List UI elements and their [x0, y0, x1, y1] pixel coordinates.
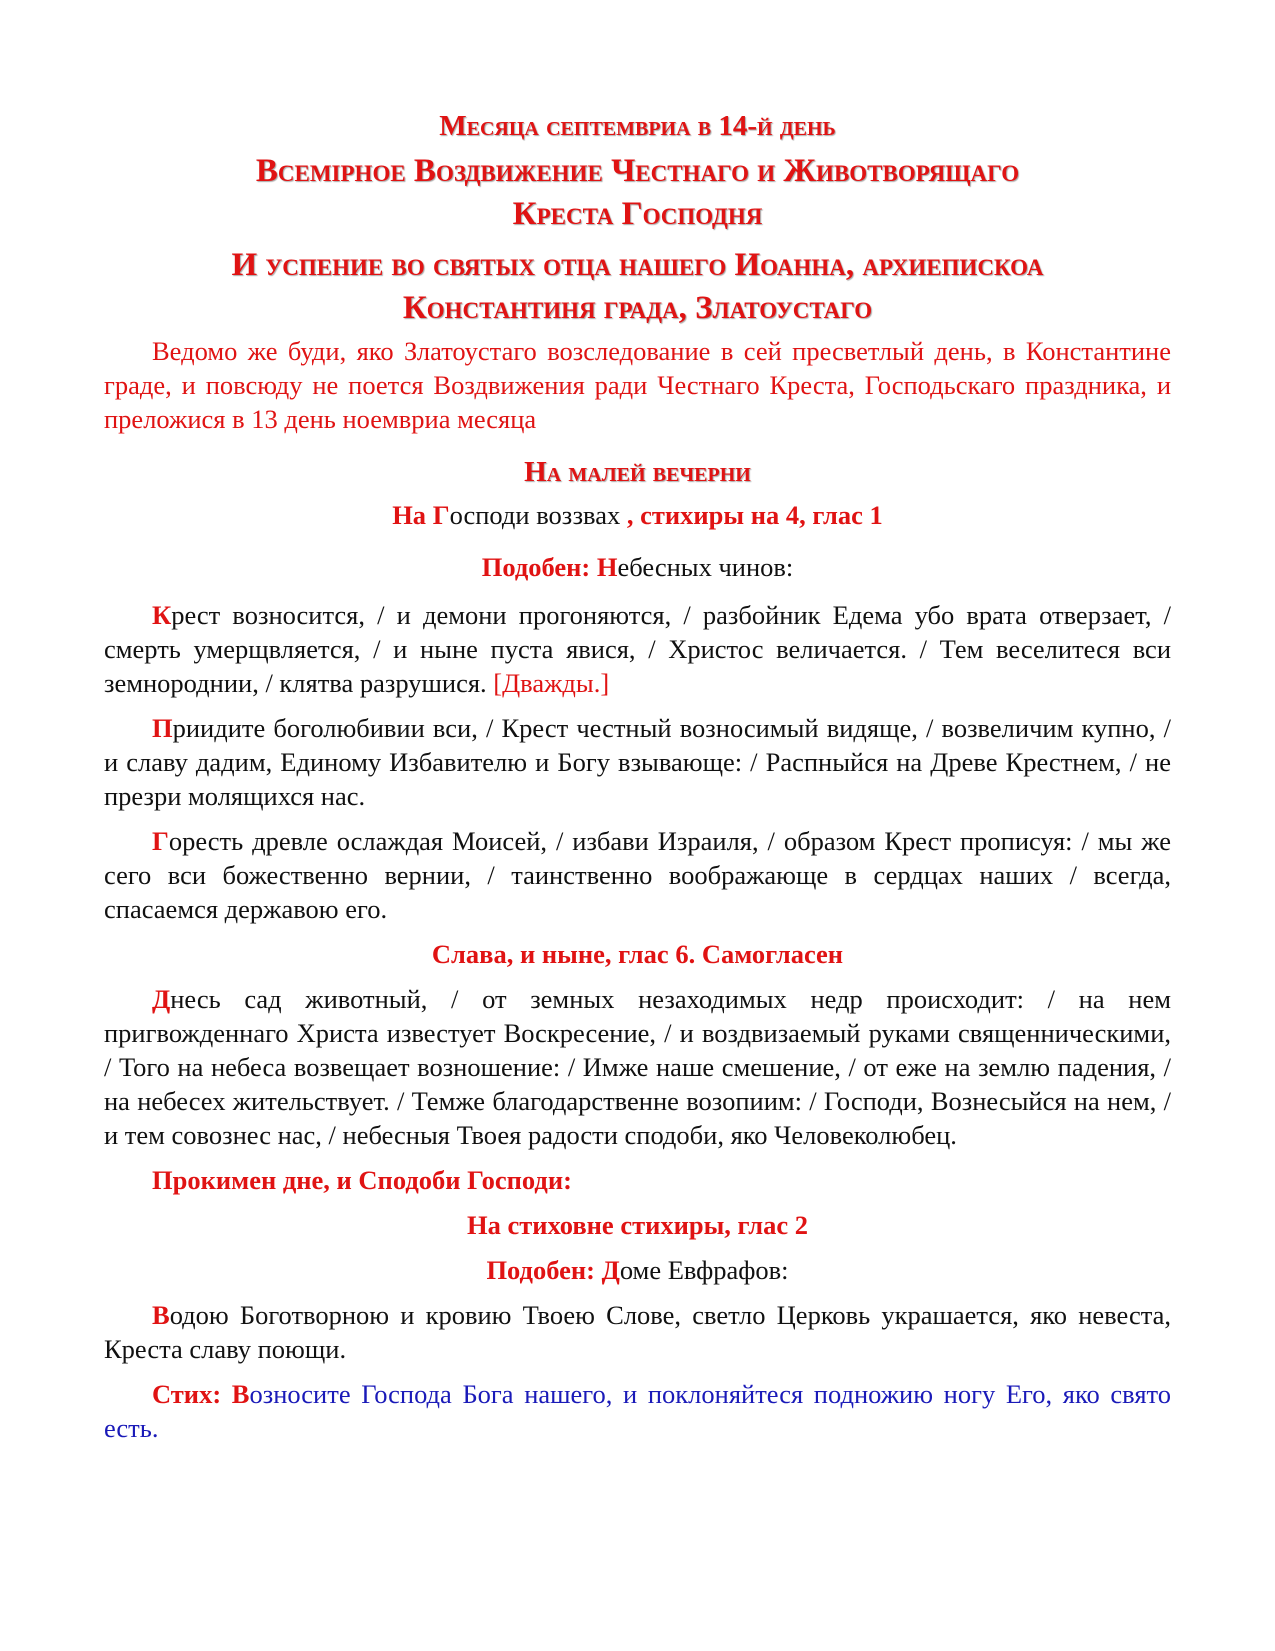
sticheron-1-note: [Дважды.] [493, 668, 610, 698]
prokeimenon: Прокимен дне, и Сподоби Господи: [152, 1165, 572, 1195]
feast-title [104, 150, 1171, 236]
podoben-1-label: Подобен: [481, 552, 597, 582]
feast-title-line1: Всемірное Воздвижение Честнаго и Животворящаго [255, 153, 1020, 189]
podoben-1-initial: Н [596, 552, 618, 582]
verse-initial: В [231, 1379, 250, 1409]
sticheron-2-text: риидите боголюбивии вси, / Крест честный возносимый видяще, / возвеличим купно, / и славу дадим, Единому Избавителю и Богу взывающе: / Распныйся на Древе Крестнем, / не презри молящихся нас. [104, 713, 1171, 811]
verse-line [104, 1377, 1171, 1445]
aposticha-1-text: одою Боготворною и кровию Твоею Слове, светло Церковь украшается, яко невеста, Креста славу поющи. [104, 1300, 1171, 1364]
podoben-1 [104, 550, 1171, 584]
sticheron-3 [104, 824, 1171, 926]
sticheron-2-initial: П [152, 713, 173, 743]
feast-title-line2: Креста Господня [512, 196, 763, 232]
verse-text: озносите Господа Бога нашего, и поклоняйтеся подножию ногу Его, яко свято есть. [104, 1379, 1171, 1443]
rubric-notice: Ведомо же буди, яко Златоустаго возследование в сей пресветлый день, в Константине граде, и повсюду не поется Воздвижения ради Честнаго Креста, Господьскаго праздника, и преложися в 13 день ноемвриа месяца [104, 336, 1171, 434]
podoben-2-initial: Д [601, 1255, 620, 1285]
aposticha-1 [104, 1298, 1171, 1366]
podoben-2-text: оме Евфрафов: [619, 1255, 789, 1285]
month-heading: Месяца септемвриа в 14-й день [439, 110, 836, 142]
podoben-1-text: ебесных чинов: [617, 552, 794, 582]
sticheron-1-text: рест возносится, / и демони прогоняются, / разбойник Едема убо врата отверзает, / смерть умерщвляется, / и ныне пуста явися, / Христос величается. / Тем веселитеся вси земнороднии, / клятва разрушися. [104, 600, 1171, 698]
lord-i-call-text: осподи воззвах [449, 500, 621, 530]
lord-i-call-post: , стихиры на 4, глас 1 [620, 500, 883, 530]
sticheron-2 [104, 711, 1171, 813]
lord-i-call-initial: Г [432, 500, 450, 530]
sticheron-3-initial: Г [152, 826, 169, 856]
podoben-2 [104, 1253, 1171, 1287]
sticheron-1 [104, 598, 1171, 700]
saint-title [104, 244, 1171, 330]
verse-label: Стих: [152, 1379, 232, 1409]
sticheron-3-text: оресть древле ослаждая Моисей, / избави Израиля, / образом Крест прописуя: / мы же сего вси божественно вернии, / таинственно воображающе в сердцах наших / всегда, спасаемся державою его. [104, 826, 1171, 924]
glory-sticheron [104, 982, 1171, 1152]
lord-i-call-pre: На [392, 500, 433, 530]
glory-sticheron-initial: Д [152, 984, 171, 1014]
sticheron-1-initial: К [152, 600, 172, 630]
glory-sticheron-text: несь сад животный, / от земных незаходимых недр происходит: / на нем пригвожденнаго Христа известует Воскресение, / и воздвизаемый руками священническими, / Того на небеса возвещает возношение: / Имже наше смешение, / от еже на землю падения, / на небесех жительствует. / Темже благодарственне возопиим: / Господи, Вознесыйся на нем, / и тем совознес нас, / небесныя Твоея радости сподоби, яко Человеколюбец. [104, 984, 1171, 1150]
saint-title-line1: И успение во святых отца нашего Иоанна, архиепискоа [231, 247, 1044, 283]
glory-heading: Слава, и ныне, глас 6. Самогласен [431, 939, 844, 969]
vespers-heading: На малей вечерни [524, 456, 751, 488]
aposticha-1-initial: В [152, 1300, 170, 1330]
saint-title-line2: Константиня града, Златоустаго [402, 290, 873, 326]
lord-i-call-heading [104, 498, 1171, 532]
podoben-2-label: Подобен: [486, 1255, 602, 1285]
aposticha-heading: На стиховне стихиры, глас 2 [466, 1210, 809, 1240]
